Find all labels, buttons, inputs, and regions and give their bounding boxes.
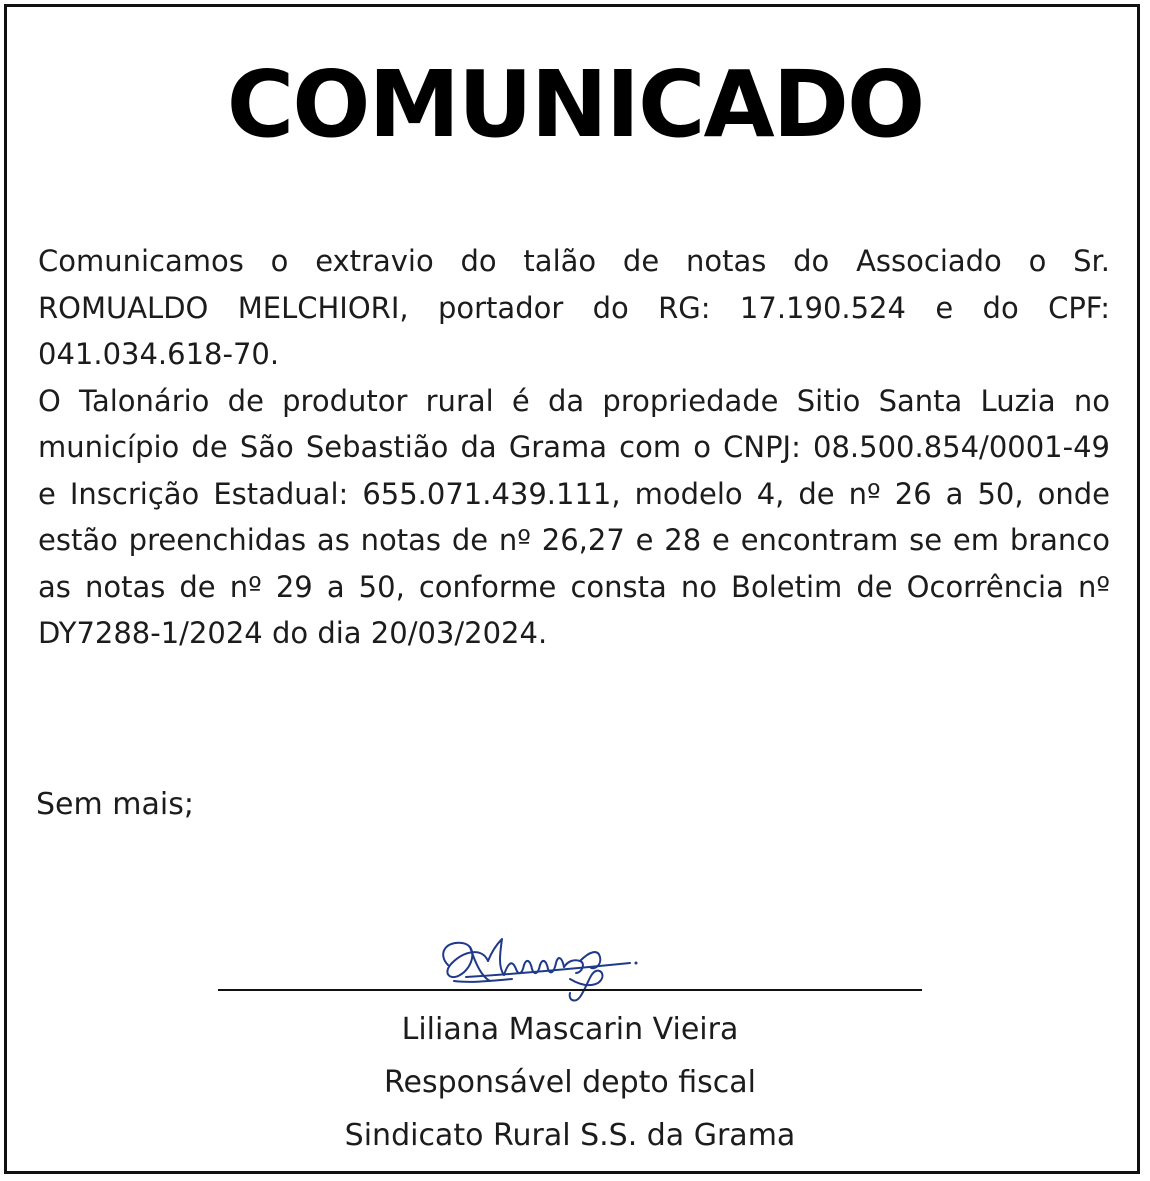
closing-text: Sem mais; [36, 787, 194, 822]
document-body [38, 238, 1110, 657]
signer-role: Responsável depto fiscal [383, 1065, 757, 1100]
signature-image [430, 925, 640, 1010]
signer-block [218, 1003, 922, 1162]
body-paragraph-1: Comunicamos o extravio do talão de notas do Associado o Sr. ROMUALDO MELCHIORI, portador do RG: 17.190.524 e do CPF: 041.034.618-70. [38, 244, 1110, 371]
signer-name: Liliana Mascarin Vieira [401, 1012, 739, 1047]
document-title: COMUNICADO [226, 51, 924, 158]
body-paragraph-2: O Talonário de produtor rural é da propriedade Sitio Santa Luzia no município de São Sebastião da Grama com o CNPJ: 08.500.854/0001-49 e Inscrição Estadual: 655.071.439.111, modelo 4, de nº 26 a 50, onde estão preenchidas as notas de nº 26,27 e 28 e encontram se em branco as notas de nº 29 a 50, conforme consta no Boletim de Ocorrência nº DY7288-1/2024 do dia 20/03/2024. [38, 383, 1110, 650]
signer-organization: Sindicato Rural S.S. da Grama [344, 1118, 796, 1153]
signature-line [218, 989, 922, 991]
